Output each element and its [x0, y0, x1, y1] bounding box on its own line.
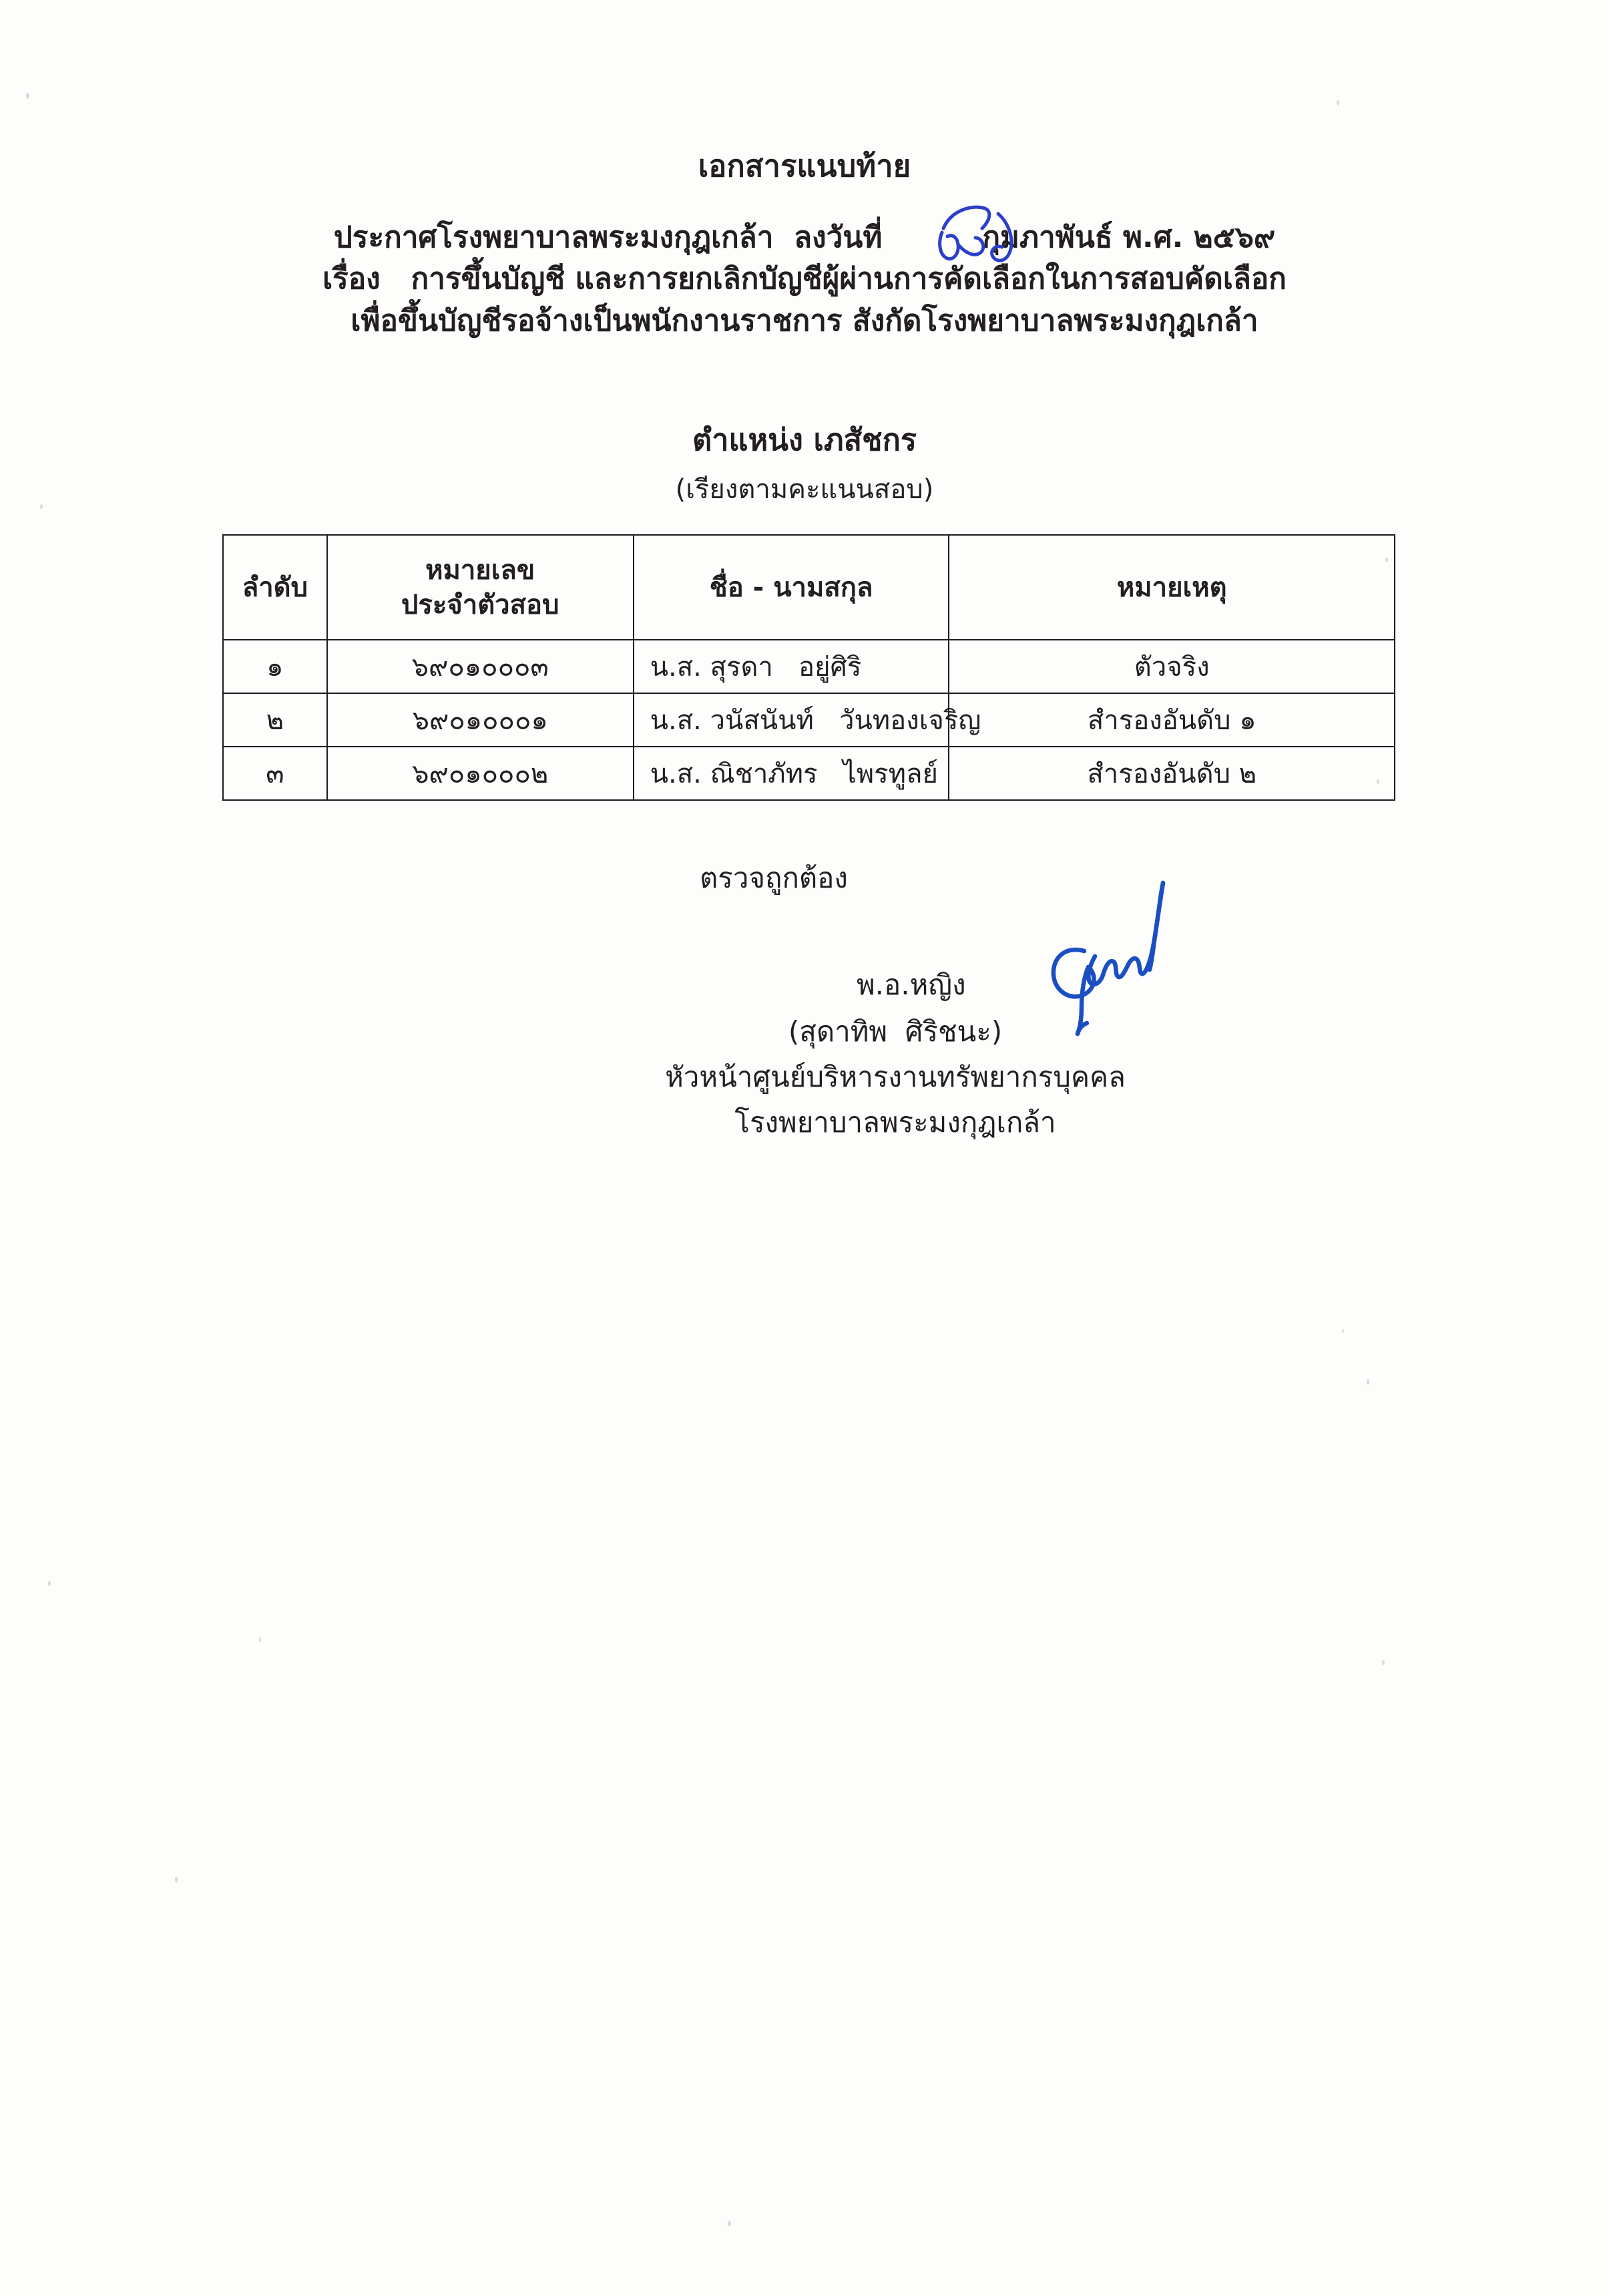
cell-no: ๒: [223, 693, 327, 747]
scan-speck: [1342, 1329, 1344, 1333]
scan-speck: [175, 1877, 178, 1883]
scan-speck: [259, 1638, 261, 1642]
cell-exam-no: ๖๙๐๑๐๐๐๒: [327, 747, 634, 800]
scan-speck: [728, 2221, 731, 2227]
cell-name: น.ส. ณิชาภัทร ไพรทูลย์: [634, 747, 949, 800]
announcement-heading: [0, 217, 1609, 342]
cell-name: น.ส. วนัสนันท์ วันทองเจริญ: [634, 693, 949, 747]
signer-title: หัวหน้าศูนย์บริหารงานทรัพยากรบุคคล: [665, 1061, 1126, 1093]
column-header-exam-no: [327, 535, 634, 640]
table-row: [223, 747, 1395, 800]
announcement-line-2: เรื่อง การขึ้นบัญชี และการยกเลิกบัญชีผู้ผ่านการคัดเลือกในการสอบคัดเลือก: [322, 262, 1287, 297]
announcement-line-1-suffix: กุมภาพันธ์ พ.ศ. ๒๕๖๙: [982, 220, 1276, 254]
scan-speck: [1337, 100, 1339, 106]
cell-remark: สำรองอันดับ ๒: [949, 747, 1395, 800]
announcement-line-1: [0, 217, 1609, 258]
table-row: [223, 640, 1395, 693]
column-header-remark: หมายเหตุ: [949, 535, 1395, 640]
cell-remark: สำรองอันดับ ๑: [949, 693, 1395, 747]
cell-name: น.ส. สุรดา อยู่ศิริ: [634, 640, 949, 693]
cell-exam-no: ๖๙๐๑๐๐๐๓: [327, 640, 634, 693]
column-header-no: ลำดับ: [223, 535, 327, 640]
announcement-line-3: เพื่อขึ้นบัญชีรอจ้างเป็นพนักงานราชการ สังกัดโรงพยาบาลพระมงกุฎเกล้า: [351, 303, 1258, 338]
scan-speck: [1382, 1660, 1385, 1665]
scan-speck: [48, 1581, 51, 1586]
signer-rank: พ.อ.หญิง: [857, 968, 966, 1001]
announcement-line-1-prefix: ประกาศโรงพยาบาลพระมงกุฎเกล้า ลงวันที่: [333, 220, 883, 254]
cell-no: ๑: [223, 640, 327, 693]
table-header-row: [223, 535, 1395, 640]
scan-speck: [1367, 1379, 1369, 1384]
column-header-name: ชื่อ - นามสกุล: [634, 535, 949, 640]
page-title: เอกสารแนบท้าย: [698, 148, 911, 184]
scan-speck: [26, 93, 29, 99]
table-row: [223, 693, 1395, 747]
sort-note: (เรียงตามคะแนนสอบ): [675, 474, 934, 505]
column-header-exam-no-line2: ประจำตัวสอบ: [401, 589, 559, 620]
cell-no: ๓: [223, 747, 327, 800]
signer-organization: โรงพยาบาลพระมงกุฎเกล้า: [734, 1106, 1056, 1139]
column-header-exam-no-line1: หมายเลข: [425, 554, 535, 586]
position-heading: ตำแหน่ง เภสัชกร: [692, 422, 917, 457]
verify-text: ตรวจถูกต้อง: [700, 862, 848, 894]
cell-remark: ตัวจริง: [949, 640, 1395, 693]
cell-exam-no: ๖๙๐๑๐๐๐๑: [327, 693, 634, 747]
results-table: [222, 534, 1395, 801]
signer-name: (สุดาทิพ ศิริชนะ): [788, 1015, 1003, 1048]
